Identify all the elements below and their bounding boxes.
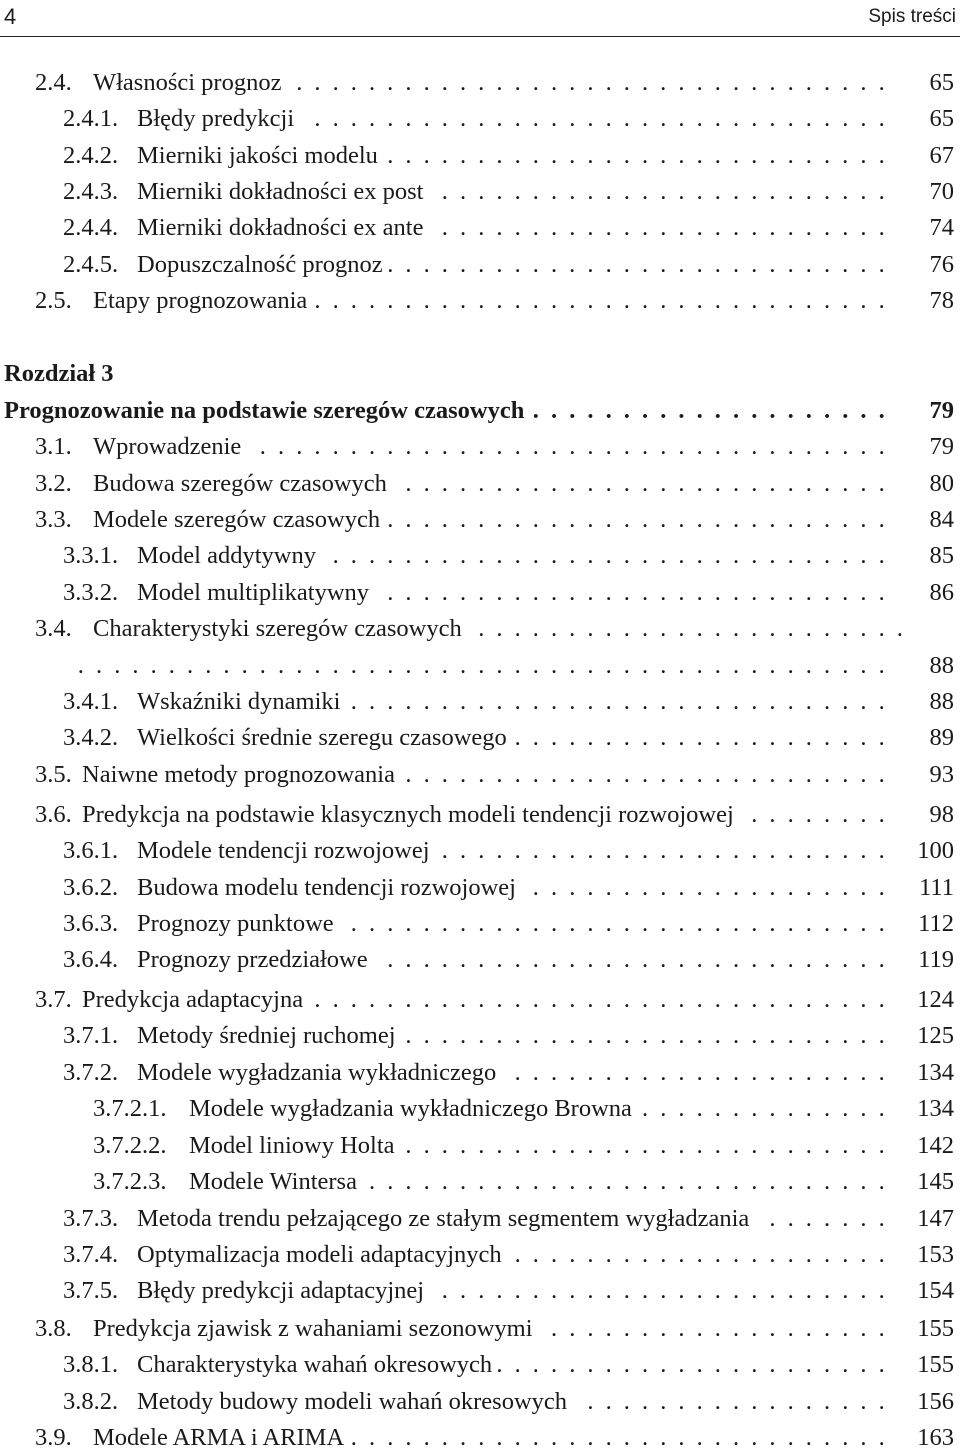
- entry-number: 3.7.5.: [63, 1277, 119, 1304]
- dot-leader: ............................: [387, 946, 897, 973]
- entry-title: Modele wygładzania wykładniczego: [137, 1059, 497, 1086]
- dot-leader: .................: [587, 1388, 897, 1415]
- entry-title: Modele ARMA i ARIMA: [93, 1424, 345, 1451]
- page-ref: 134: [917, 1095, 954, 1122]
- toc-entry[interactable]: [0, 1204, 960, 1234]
- dot-leader: .........................: [441, 1277, 897, 1304]
- entry-number: 2.4.1.: [63, 105, 119, 132]
- page-ref: 134: [917, 1059, 954, 1086]
- entry-number: 3.6.4.: [63, 946, 119, 973]
- toc-entry[interactable]: [0, 836, 960, 866]
- entry-number: 3.1.: [35, 433, 72, 460]
- entry-title: Wielkości średnie szeregu czasowego: [137, 724, 507, 751]
- entry-number: 3.6.2.: [63, 874, 119, 901]
- toc-entry[interactable]: [0, 1314, 960, 1344]
- page-ref: 153: [917, 1241, 954, 1268]
- entry-title: Modele szeregów czasowych: [93, 506, 381, 533]
- entry-number: 3.7.2.1.: [93, 1095, 167, 1122]
- chapter-entry[interactable]: [0, 359, 960, 389]
- toc-entry[interactable]: [0, 1350, 960, 1380]
- toc-entry[interactable]: [0, 250, 960, 280]
- page-ref: 89: [929, 724, 954, 751]
- page-ref: 88: [929, 688, 954, 715]
- entry-number: 3.7.1.: [63, 1022, 119, 1049]
- entry-title: Rozdział 3: [4, 360, 114, 387]
- dot-leader: ........: [751, 801, 897, 828]
- page-ref: 111: [919, 874, 954, 901]
- dot-leader: .............................: [369, 1168, 897, 1195]
- toc-entry[interactable]: [0, 141, 960, 171]
- entry-title: Wprowadzenie: [93, 433, 242, 460]
- entry-title: Modele tendencji rozwojowej: [137, 837, 430, 864]
- dot-leader: ............................: [387, 142, 897, 169]
- entry-number: 3.6.3.: [63, 910, 119, 937]
- toc-entry[interactable]: [0, 614, 960, 644]
- toc-entry[interactable]: [0, 1423, 960, 1453]
- page-ref: 156: [917, 1388, 954, 1415]
- page-ref: 147: [917, 1205, 954, 1232]
- entry-number: 3.8.: [35, 1315, 72, 1342]
- toc-entry[interactable]: [0, 68, 960, 98]
- dot-leader: .............................................: [77, 652, 897, 679]
- dot-leader: ..............: [642, 1095, 897, 1122]
- page-ref: 84: [929, 506, 954, 533]
- entry-number: 3.7.2.: [63, 1059, 119, 1086]
- entry-number: 2.4.: [35, 69, 72, 96]
- entry-title: Budowa szeregów czasowych: [93, 470, 387, 497]
- entry-title: Predykcja adaptacyjna: [82, 986, 304, 1013]
- toc-entry[interactable]: [0, 723, 960, 753]
- entry-number: 3.3.1.: [63, 542, 119, 569]
- toc-entry[interactable]: [0, 1167, 960, 1197]
- dot-leader: ..............................: [350, 910, 897, 937]
- entry-title: Optymalizacja modeli adaptacyjnych: [137, 1241, 502, 1268]
- dot-leader: ...................: [551, 1315, 897, 1342]
- page-ref: 67: [929, 142, 954, 169]
- dot-leader: ....................: [532, 397, 897, 424]
- page-ref: 65: [929, 105, 954, 132]
- toc-entry[interactable]: [0, 578, 960, 608]
- page-ref: 88: [929, 652, 954, 679]
- entry-title: Mierniki dokładności ex post: [137, 178, 424, 205]
- entry-title: Model addytywny: [137, 542, 316, 569]
- toc-entry[interactable]: [0, 1021, 960, 1051]
- entry-title: Prognozy punktowe: [137, 910, 334, 937]
- dot-leader: .....................: [514, 1059, 897, 1086]
- dot-leader: ........................: [478, 615, 915, 642]
- dot-leader: ............................: [387, 579, 897, 606]
- toc-entry[interactable]: [0, 1094, 960, 1124]
- entry-title: Prognozowanie na podstawie szeregów czasowych: [4, 397, 525, 424]
- dot-leader: ...............................: [332, 542, 897, 569]
- page-ref: 119: [918, 946, 954, 973]
- entry-number: 3.5.: [35, 761, 72, 788]
- dot-leader: ...........................: [405, 761, 897, 788]
- entry-number: 3.4.2.: [63, 724, 119, 751]
- page-ref: 65: [929, 69, 954, 96]
- dot-leader: ..............................: [350, 1424, 897, 1451]
- page-ref: 79: [929, 433, 954, 460]
- toc-entry[interactable]: [0, 505, 960, 535]
- page-ref: 100: [917, 837, 954, 864]
- entry-number: 2.4.4.: [63, 214, 119, 241]
- entry-title: Budowa modelu tendencji rozwojowej: [137, 874, 516, 901]
- dot-leader: ............................: [387, 251, 897, 278]
- dot-leader: .................................: [296, 69, 897, 96]
- page-ref: 93: [929, 761, 954, 788]
- entry-number: 2.4.5.: [63, 251, 119, 278]
- entry-title: Prognozy przedziałowe: [137, 946, 368, 973]
- toc-entry[interactable]: [0, 104, 960, 134]
- toc-entry[interactable]: [0, 1058, 960, 1088]
- page-ref: 142: [917, 1132, 954, 1159]
- dot-leader: .........................: [441, 178, 897, 205]
- page-ref: 76: [929, 251, 954, 278]
- toc-entry[interactable]: [0, 213, 960, 243]
- dot-leader: .....................: [514, 1241, 897, 1268]
- toc-entry[interactable]: [0, 985, 960, 1015]
- entry-title: Błędy predykcji adaptacyjnej: [137, 1277, 425, 1304]
- toc-entry[interactable]: [0, 1387, 960, 1417]
- entry-title: Predykcja na podstawie klasycznych modeli tendencji rozwojowej: [82, 801, 734, 828]
- toc-entry[interactable]: [0, 469, 960, 499]
- page-ref: 85: [929, 542, 954, 569]
- dot-leader: ..............................: [350, 688, 897, 715]
- toc-entry[interactable]: [0, 1240, 960, 1270]
- entry-number: 2.5.: [35, 287, 72, 314]
- dot-leader: ...........................: [405, 470, 897, 497]
- toc-entry[interactable]: [0, 873, 960, 903]
- toc-entry[interactable]: [0, 432, 960, 462]
- page-ref: 155: [917, 1315, 954, 1342]
- entry-title: Metody budowy modeli wahań okresowych: [137, 1388, 568, 1415]
- page-number: 4: [4, 4, 17, 29]
- toc-entry[interactable]: [0, 909, 960, 939]
- entry-title: Mierniki dokładności ex ante: [137, 214, 424, 241]
- entry-number: 3.9.: [35, 1424, 72, 1451]
- entry-title: Charakterystyka wahań okresowych: [137, 1351, 493, 1378]
- page-ref: 155: [917, 1351, 954, 1378]
- chapter-entry[interactable]: [0, 396, 960, 426]
- toc-entry[interactable]: [0, 651, 960, 681]
- page-ref: 78: [929, 287, 954, 314]
- entry-title: Wskaźniki dynamiki: [137, 688, 341, 715]
- entry-title: Model multiplikatywny: [137, 579, 370, 606]
- dot-leader: ......................: [496, 1351, 897, 1378]
- dot-leader: ...........................: [405, 1132, 897, 1159]
- toc-entry[interactable]: [0, 1276, 960, 1306]
- dot-leader: ...........................: [405, 1022, 897, 1049]
- entry-number: 2.4.2.: [63, 142, 119, 169]
- dot-leader: ....................: [532, 874, 897, 901]
- entry-number: 3.7.: [35, 986, 72, 1013]
- entry-title: Mierniki jakości modelu: [137, 142, 378, 169]
- running-title: Spis treści: [868, 6, 956, 27]
- page-ref: 80: [929, 470, 954, 497]
- entry-title: Naiwne metody prognozowania: [82, 761, 395, 788]
- entry-number: 3.8.1.: [63, 1351, 119, 1378]
- toc-entry[interactable]: [0, 760, 960, 790]
- entry-number: 3.6.1.: [63, 837, 119, 864]
- entry-number: 3.4.1.: [63, 688, 119, 715]
- entry-title: Modele wygładzania wykładniczego Browna: [189, 1095, 632, 1122]
- entry-title: Modele Wintersa: [189, 1168, 357, 1195]
- toc-entry[interactable]: [0, 945, 960, 975]
- page-ref: 145: [917, 1168, 954, 1195]
- page-ref: 86: [929, 579, 954, 606]
- page-ref: 98: [929, 801, 954, 828]
- page-ref: 154: [917, 1277, 954, 1304]
- dot-leader: .....................: [514, 724, 897, 751]
- toc-entry[interactable]: [0, 687, 960, 717]
- page-ref: 125: [917, 1022, 954, 1049]
- entry-title: Model liniowy Holta: [189, 1132, 395, 1159]
- entry-number: 3.3.: [35, 506, 72, 533]
- dot-leader: ................................: [314, 105, 897, 132]
- entry-title: Metoda trendu pełzającego ze stałym segmentem wygładzania: [137, 1205, 750, 1232]
- entry-number: 3.2.: [35, 470, 72, 497]
- entry-number: 3.7.2.3.: [93, 1168, 167, 1195]
- dot-leader: .........................: [441, 214, 897, 241]
- entry-title: Charakterystyki szeregów czasowych: [93, 615, 462, 642]
- entry-title: Metody średniej ruchomej: [137, 1022, 396, 1049]
- entry-number: 2.4.3.: [63, 178, 119, 205]
- toc-entry[interactable]: [0, 541, 960, 571]
- dot-leader: ................................: [314, 287, 897, 314]
- page-ref: 112: [918, 910, 954, 937]
- entry-title: Dopuszczalność prognoz: [137, 251, 383, 278]
- dot-leader: ................................: [314, 986, 897, 1013]
- entry-number: 3.7.4.: [63, 1241, 119, 1268]
- page-ref: 124: [917, 986, 954, 1013]
- dot-leader: .........................: [441, 837, 897, 864]
- dot-leader: ............................: [387, 506, 897, 533]
- toc-entry[interactable]: [0, 286, 960, 316]
- entry-number: 3.7.2.2.: [93, 1132, 167, 1159]
- entry-number: 3.4.: [35, 615, 72, 642]
- toc-entry[interactable]: [0, 177, 960, 207]
- page-ref: 163: [917, 1424, 954, 1451]
- entry-number: 3.8.2.: [63, 1388, 119, 1415]
- entry-title: Etapy prognozowania: [93, 287, 308, 314]
- page-ref: 70: [929, 178, 954, 205]
- toc-entry[interactable]: [0, 1131, 960, 1161]
- page-ref: 74: [929, 214, 954, 241]
- entry-number: 3.7.3.: [63, 1205, 119, 1232]
- entry-title: Predykcja zjawisk z wahaniami sezonowymi: [93, 1315, 533, 1342]
- entry-number: 3.6.: [35, 801, 72, 828]
- dot-leader: ...................................: [259, 433, 897, 460]
- page-ref: 79: [929, 397, 954, 424]
- entry-title: Błędy predykcji: [137, 105, 295, 132]
- dot-leader: .......: [769, 1205, 897, 1232]
- toc-entry[interactable]: [0, 800, 960, 830]
- entry-number: 3.3.2.: [63, 579, 119, 606]
- entry-title: Własności prognoz: [93, 69, 282, 96]
